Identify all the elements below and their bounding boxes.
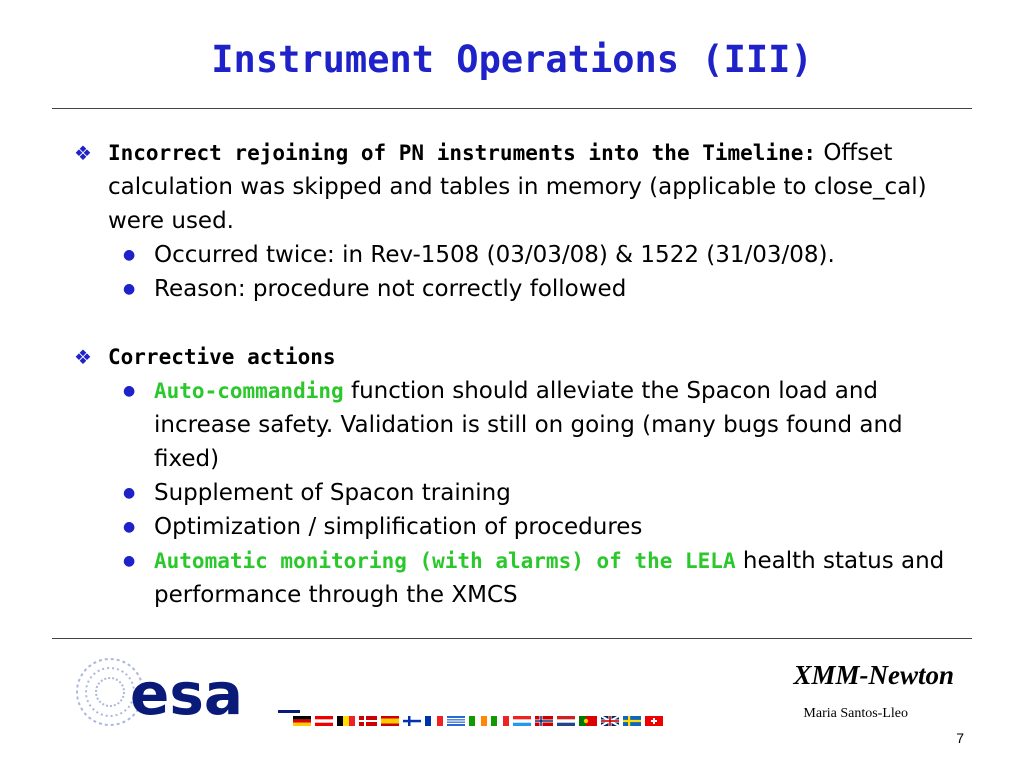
finland-flag: [403, 716, 421, 726]
france-flag: [425, 716, 443, 726]
mission-name: XMM-Newton: [793, 660, 954, 690]
slide-content: [70, 136, 975, 612]
switzerland-flag: [645, 716, 663, 726]
dot-bullet-icon: ●: [123, 281, 136, 297]
section-heading: Corrective actions: [108, 345, 336, 369]
item-text: function should alleviate the Spacon load and increase safety. Validation is still on going (many bugs found and fixed): [154, 378, 903, 472]
esa-logo: [72, 650, 312, 730]
germany-flag: [293, 716, 311, 726]
section-bullet: [70, 136, 975, 238]
norway-flag: [535, 716, 553, 726]
bottom-divider: [52, 638, 972, 639]
sweden-flag: [623, 716, 641, 726]
item-text: Supplement of Spacon training: [154, 480, 511, 506]
item-text: Reason: procedure not correctly followed: [154, 276, 627, 302]
belgium-flag: [337, 716, 355, 726]
page-number: 7: [956, 730, 964, 746]
diamond-bullet-icon: ❖: [74, 345, 92, 369]
list-item: [70, 476, 975, 510]
dot-bullet-icon: ●: [123, 247, 136, 263]
section-bullet: [70, 340, 975, 374]
item-text: Optimization / simplification of procedures: [154, 514, 643, 540]
list-item: [70, 272, 975, 306]
dot-bullet-icon: ●: [123, 553, 136, 569]
section-text: Offset calculation was skipped and tables in memory (applicable to close_cal) were used.: [108, 140, 927, 234]
item-highlight: Automatic monitoring (with alarms) of the LELA: [154, 549, 736, 573]
diamond-bullet-icon: ❖: [74, 141, 92, 165]
item-highlight: Auto-commanding: [154, 379, 344, 403]
item-text: Occurred twice: in Rev-1508 (03/03/08) & 1522 (31/03/08).: [154, 242, 835, 268]
member-state-flags: [293, 716, 663, 726]
denmark-flag: [359, 716, 377, 726]
list-item: [70, 544, 975, 612]
list-item: [70, 374, 975, 476]
svg-text:esa: esa: [130, 660, 243, 728]
netherlands-flag: [557, 716, 575, 726]
luxembourg-flag: [513, 716, 531, 726]
ireland-flag: [469, 716, 487, 726]
author-name: Maria Santos-Lleo: [803, 706, 908, 721]
italy-flag: [491, 716, 509, 726]
dot-bullet-icon: ●: [123, 485, 136, 501]
list-item: [70, 510, 975, 544]
uk-flag: [601, 716, 619, 726]
austria-flag: [315, 716, 333, 726]
slide-title: Instrument Operations (III): [211, 38, 813, 81]
dot-bullet-icon: ●: [123, 383, 136, 399]
spain-flag: [381, 716, 399, 726]
portugal-flag: [579, 716, 597, 726]
list-item: [70, 238, 975, 272]
dot-bullet-icon: ●: [123, 519, 136, 535]
item-text: health status and performance through the XMCS: [154, 548, 945, 608]
greece-flag: [447, 716, 465, 726]
section-heading: Incorrect rejoining of PN instruments into the Timeline:: [108, 141, 817, 165]
top-divider: [52, 108, 972, 109]
